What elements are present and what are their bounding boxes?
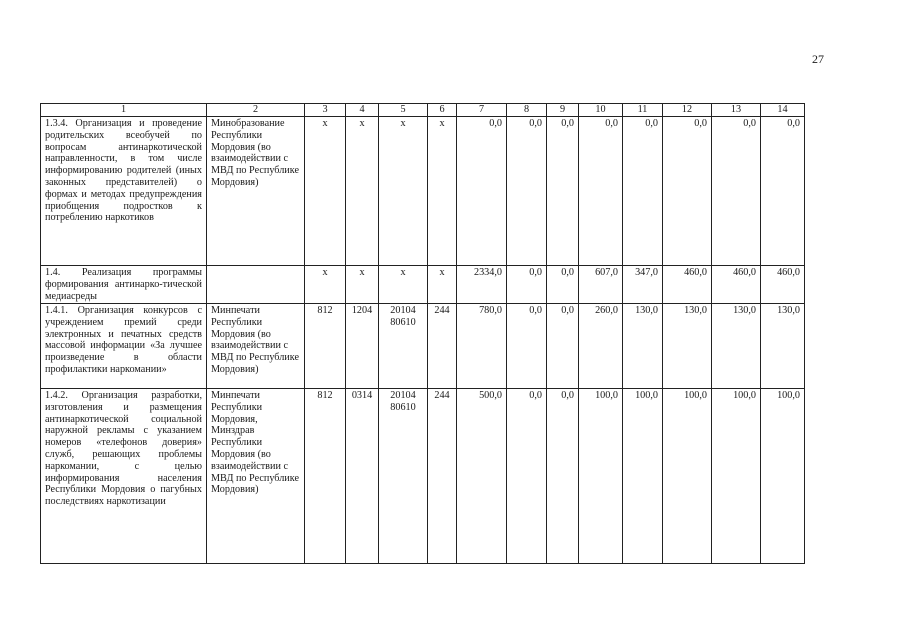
cell-col9: 0,0 — [547, 389, 579, 564]
column-number: 7 — [457, 104, 507, 117]
cell-col8: 0,0 — [507, 304, 547, 389]
cell-col9: 0,0 — [547, 304, 579, 389]
executor: Минобразование Республики Мордовия (во взаимодействии с МВД по Республике Мордовия) — [207, 117, 305, 266]
cell-col6: 244 — [428, 389, 457, 564]
cell-col7: 780,0 — [457, 304, 507, 389]
activity-name: 1.3.4. Организация и проведение родительских всеобучей по вопросам антинаркотической направленности, в том числе информированию родителей (иных законных представителей) о формах и методах предупреждения приобщения подростков к потреблению наркотиков — [41, 117, 207, 266]
cell-col5: 20104 80610 — [379, 389, 428, 564]
column-number: 5 — [379, 104, 428, 117]
cell-col11: 347,0 — [623, 266, 663, 304]
cell-col10: 607,0 — [579, 266, 623, 304]
column-number: 9 — [547, 104, 579, 117]
cell-col12: 100,0 — [663, 389, 712, 564]
cell-col5: 20104 80610 — [379, 304, 428, 389]
column-number: 11 — [623, 104, 663, 117]
cell-col10: 100,0 — [579, 389, 623, 564]
cell-col14: 460,0 — [761, 266, 805, 304]
cell-col5: х — [379, 266, 428, 304]
cell-col8: 0,0 — [507, 266, 547, 304]
program-activities-table — [40, 103, 805, 564]
column-number: 14 — [761, 104, 805, 117]
cell-col9: 0,0 — [547, 266, 579, 304]
column-number: 1 — [41, 104, 207, 117]
cell-col7: 0,0 — [457, 117, 507, 266]
table-row — [41, 389, 805, 564]
cell-col4: 1204 — [346, 304, 379, 389]
executor — [207, 266, 305, 304]
cell-col3: х — [305, 266, 346, 304]
cell-col10: 0,0 — [579, 117, 623, 266]
column-number: 3 — [305, 104, 346, 117]
page-number: 27 — [812, 52, 824, 66]
cell-col7: 2334,0 — [457, 266, 507, 304]
column-number: 6 — [428, 104, 457, 117]
column-number: 13 — [712, 104, 761, 117]
cell-col6: 244 — [428, 304, 457, 389]
cell-col10: 260,0 — [579, 304, 623, 389]
cell-col4: 0314 — [346, 389, 379, 564]
cell-col13: 130,0 — [712, 304, 761, 389]
cell-col13: 100,0 — [712, 389, 761, 564]
column-number: 10 — [579, 104, 623, 117]
column-number: 8 — [507, 104, 547, 117]
column-number: 2 — [207, 104, 305, 117]
executor: Минпечати Республики Мордовия (во взаимодействии с МВД по Республике Мордовия) — [207, 304, 305, 389]
cell-col6: х — [428, 266, 457, 304]
cell-col11: 130,0 — [623, 304, 663, 389]
cell-col9: 0,0 — [547, 117, 579, 266]
cell-col7: 500,0 — [457, 389, 507, 564]
cell-col12: 0,0 — [663, 117, 712, 266]
activity-name: 1.4. Реализация программы формирования антинарко-тической медиасреды — [41, 266, 207, 304]
cell-col3: х — [305, 117, 346, 266]
table-row — [41, 117, 805, 266]
cell-col8: 0,0 — [507, 117, 547, 266]
cell-col4: х — [346, 266, 379, 304]
cell-col4: х — [346, 117, 379, 266]
table-row — [41, 266, 805, 304]
column-number-row — [41, 104, 805, 117]
cell-col12: 130,0 — [663, 304, 712, 389]
cell-col6: х — [428, 117, 457, 266]
cell-col13: 460,0 — [712, 266, 761, 304]
cell-col14: 130,0 — [761, 304, 805, 389]
activity-name: 1.4.2. Организация разработки, изготовления и размещения антинаркотической социальной наружной рекламы с указанием номеров «телефонов доверия» служб, решающих проблемы наркомании, с целью информирования населения Республики Мордовия о пагубных последствиях наркотизации — [41, 389, 207, 564]
cell-col11: 100,0 — [623, 389, 663, 564]
cell-col8: 0,0 — [507, 389, 547, 564]
cell-col12: 460,0 — [663, 266, 712, 304]
executor: Минпечати Республики Мордовия, Минздрав Республики Мордовия (во взаимодействии с МВД по Республике Мордовия) — [207, 389, 305, 564]
table-row — [41, 304, 805, 389]
column-number: 12 — [663, 104, 712, 117]
cell-col14: 0,0 — [761, 117, 805, 266]
cell-col11: 0,0 — [623, 117, 663, 266]
cell-col3: 812 — [305, 389, 346, 564]
cell-col13: 0,0 — [712, 117, 761, 266]
cell-col5: х — [379, 117, 428, 266]
cell-col14: 100,0 — [761, 389, 805, 564]
cell-col3: 812 — [305, 304, 346, 389]
column-number: 4 — [346, 104, 379, 117]
activity-name: 1.4.1. Организация конкурсов с учреждением премий среди электронных и печатных средств массовой информации «За лучшее произведение в области профилактики наркомании» — [41, 304, 207, 389]
